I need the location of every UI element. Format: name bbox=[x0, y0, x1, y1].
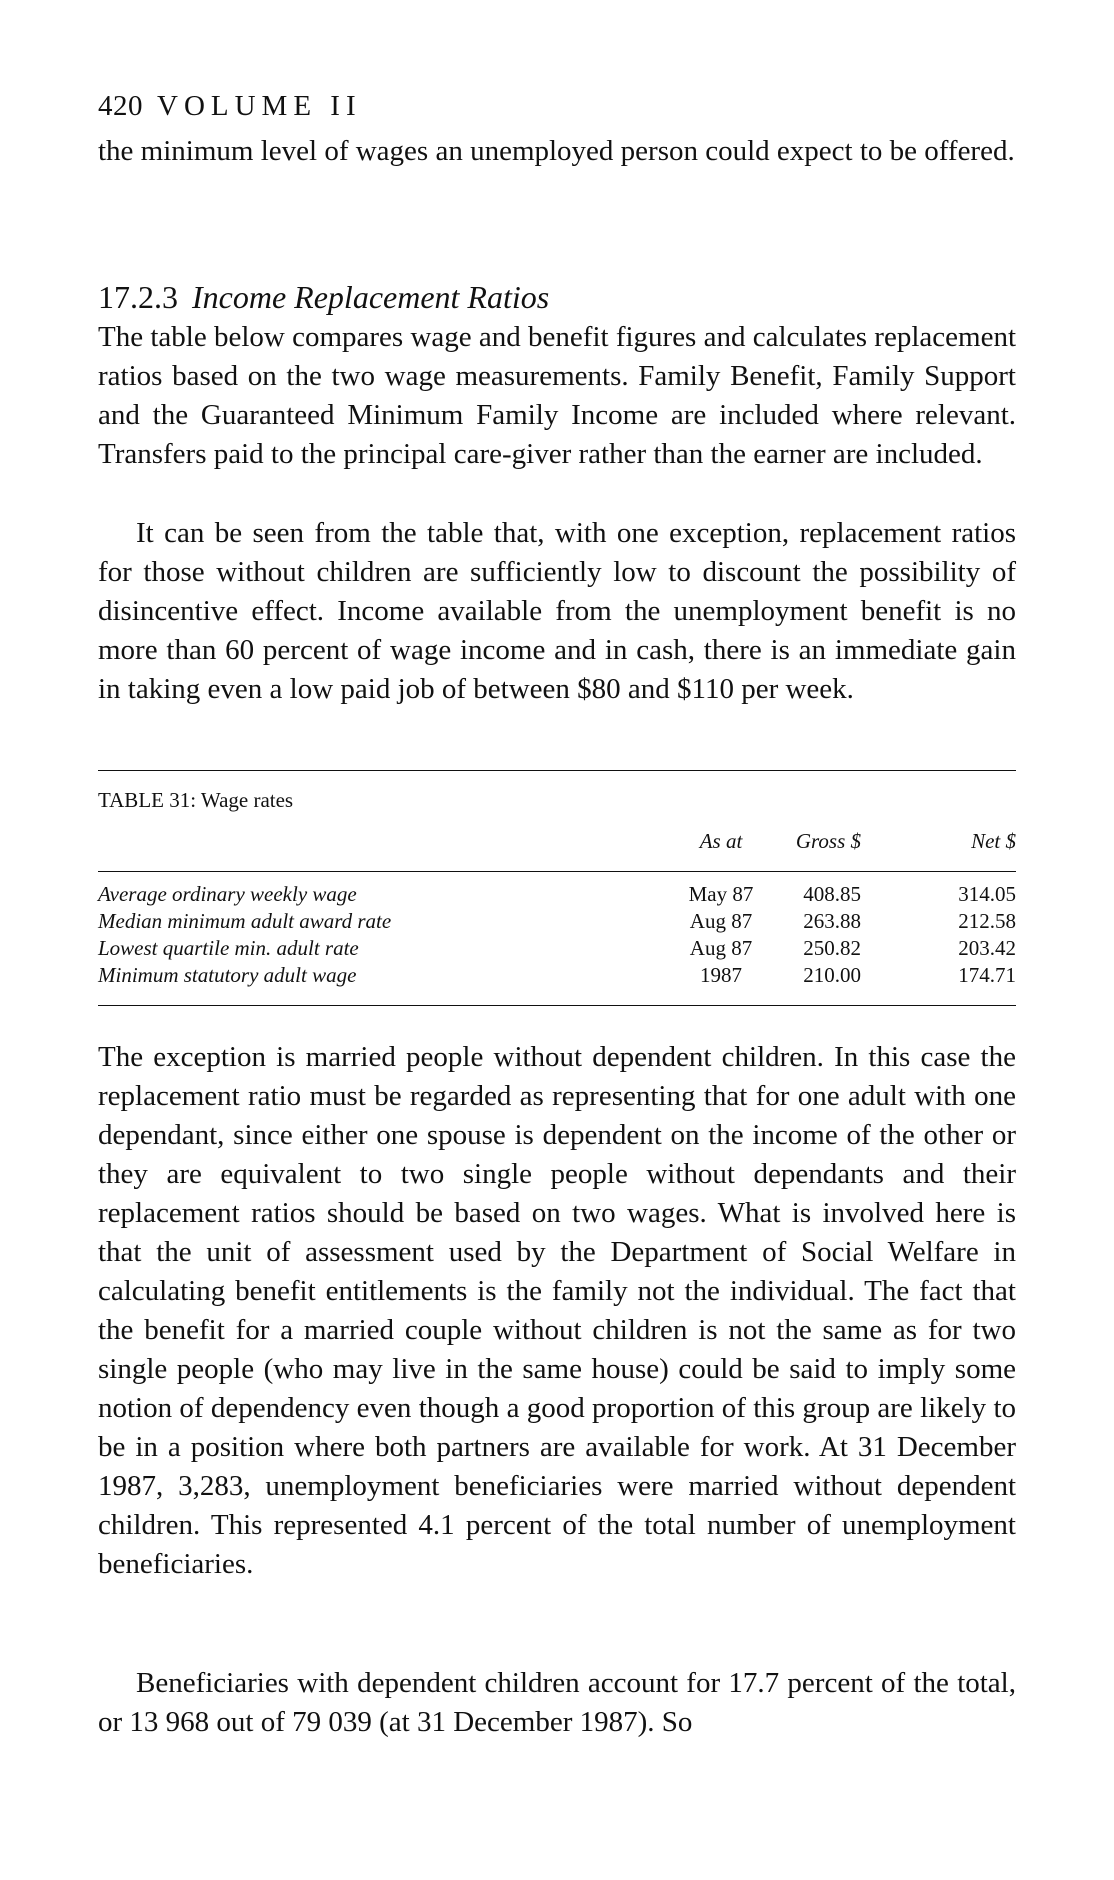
row-gross: 250.82 bbox=[803, 936, 861, 960]
table-row bbox=[98, 882, 1016, 909]
row-net: 174.71 bbox=[958, 963, 1016, 987]
row-gross: 210.00 bbox=[803, 963, 861, 987]
table-row bbox=[98, 963, 1016, 990]
paragraph-exception: The exception is married people without dependent children. In this case the replacement ratio must be regarded as representing that for one adult with one dependant, since either one spouse is dependent on the income of the other or they are equivalent to two single people without dependants and their replacement ratios should be based on two wages. What is involved here is that the unit of assessment used by the Department of Social Welfare in calculating benefit entitlements is the family not the individual. The fact that the benefit for a married couple without children is not the same as for two single people (who may live in the same house) could be said to imply some notion of dependency even though a good proportion of this group are likely to be in a position where both partners are available for work. At 31 December 1987, 3,283, unemployment beneficiaries were married without dependent children. This represented 4.1 percent of the total number of unemployment beneficiaries. bbox=[98, 1041, 1016, 1580]
row-label: Minimum statutory adult wage bbox=[98, 963, 357, 987]
table-bottom-rule bbox=[98, 1005, 1016, 1006]
column-header-gross: Gross $ bbox=[795, 829, 861, 853]
row-net: 203.42 bbox=[958, 936, 1016, 960]
row-gross: 408.85 bbox=[803, 882, 861, 906]
column-header-as-at: As at bbox=[699, 829, 743, 853]
row-label: Average ordinary weekly wage bbox=[98, 882, 357, 906]
table-top-rule bbox=[98, 770, 1016, 771]
table-title: TABLE 31: Wage rates bbox=[98, 788, 294, 812]
running-head bbox=[98, 90, 362, 123]
row-as-at: May 87 bbox=[688, 882, 754, 906]
paragraph-replacement-ratios: It can be seen from the table that, with one exception, replacement ratios for those without children are sufficiently low to discount the possibility of disincentive effect. Income available from the unemployment benefit is no more than 60 percent of wage income and in cash, there is an immediate gain in taking even a low paid job of between $80 and $110 per week. bbox=[98, 517, 1016, 705]
volume-label: VOLUME II bbox=[157, 90, 362, 122]
section-title: Income Replacement Ratios bbox=[192, 279, 550, 315]
row-as-at: Aug 87 bbox=[689, 936, 753, 960]
table-row bbox=[98, 909, 1016, 936]
row-as-at: Aug 87 bbox=[689, 909, 753, 933]
row-net: 212.58 bbox=[958, 909, 1016, 933]
page-number: 420 bbox=[98, 90, 143, 122]
paragraph-table-intro: The table below compares wage and benefit figures and calculates replacement ratios based on the two wage measurements. Family Benefit, Family Support and the Guaranteed Minimum Family Income are included where relevant. Transfers paid to the principal care-giver rather than the earner are included. bbox=[98, 321, 1016, 470]
row-label: Lowest quartile min. adult rate bbox=[98, 936, 359, 960]
paragraph-beneficiaries: Beneficiaries with dependent children account for 17.7 percent of the total, or 13 968 out of 79 039 (at 31 December 1987). So bbox=[98, 1667, 1016, 1738]
table-header-rule bbox=[98, 871, 1016, 872]
section-number: 17.2.3 bbox=[98, 279, 178, 315]
column-header-net: Net $ bbox=[971, 829, 1016, 853]
row-label: Median minimum adult award rate bbox=[98, 909, 392, 933]
row-net: 314.05 bbox=[958, 882, 1016, 906]
paragraph-continuation: the minimum level of wages an unemployed person could expect to be offered. bbox=[98, 135, 1015, 167]
section-heading bbox=[98, 279, 549, 316]
row-gross: 263.88 bbox=[803, 909, 861, 933]
table-row bbox=[98, 936, 1016, 963]
row-as-at: 1987 bbox=[700, 963, 742, 987]
